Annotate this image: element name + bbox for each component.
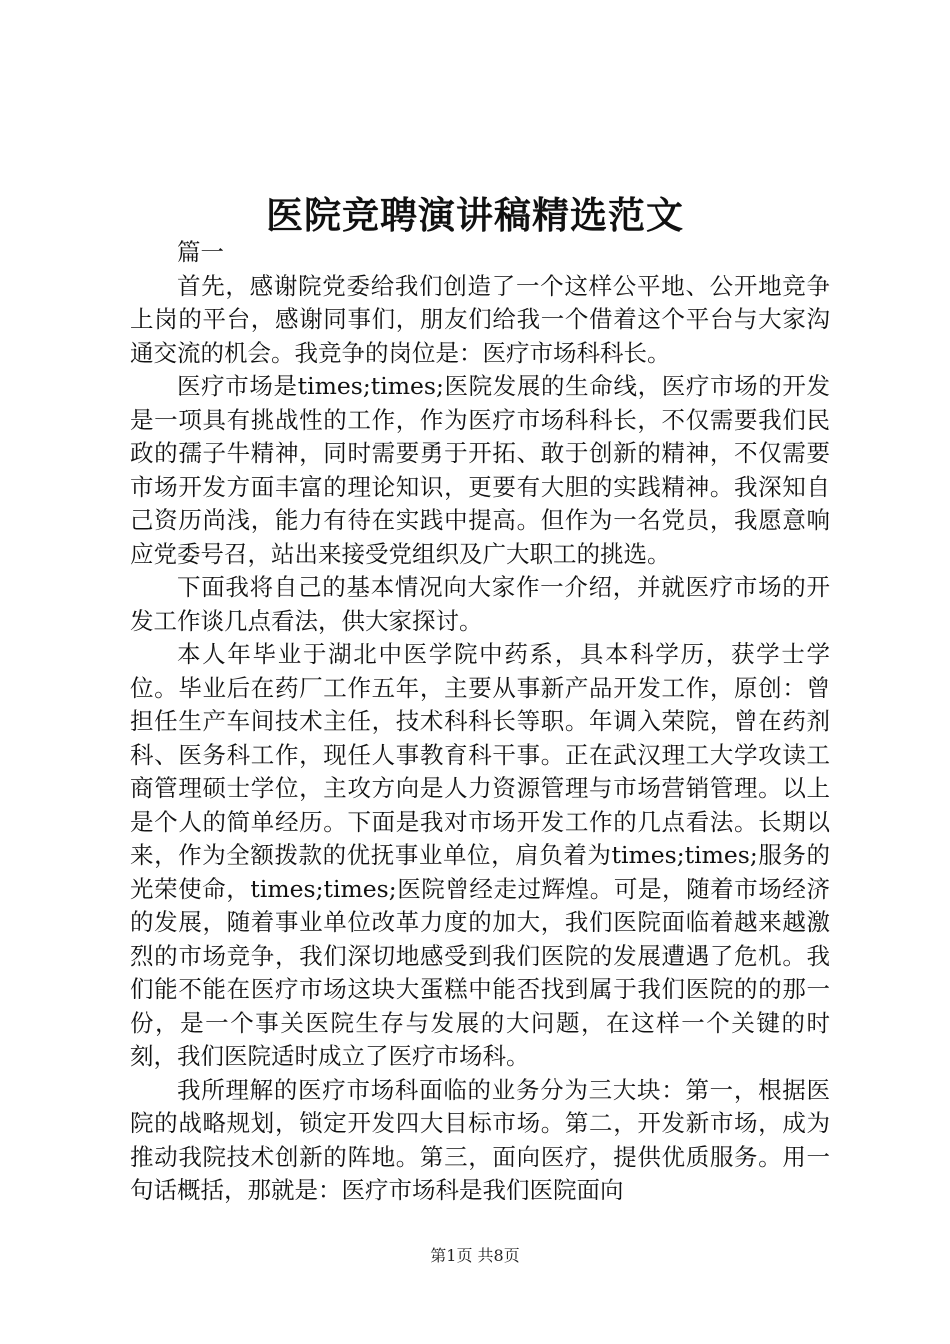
paragraph: 医疗市场是times;times;医院发展的生命线，医疗市场的开发是一项具有挑战性的工作，作为医疗市场科科长，不仅需要我们民政的孺子牛精神，同时需要勇于开拓、敢于创新的精神，不仅需要市场开发方面丰富的理论知识，更要有大胆的实践精神。我深知自己资历尚浅，能力有待在实践中提高。但作为一名党员，我愿意响应党委号召，站出来接受党组织及广大职工的挑选。 — [130, 372, 830, 568]
paragraph: 首先，感谢院党委给我们创造了一个这样公平地、公开地竞争上岗的平台，感谢同事们，朋友们给我一个借着这个平台与大家沟通交流的机会。我竞争的岗位是：医疗市场科科长。 — [130, 271, 830, 367]
document-body — [130, 236, 830, 1208]
paragraph: 下面我将自己的基本情况向大家作一介绍，并就医疗市场的开发工作谈几点看法，供大家探讨。 — [130, 573, 830, 635]
document-title: 医院竞聘演讲稿精选范文 — [266, 193, 684, 237]
paragraph: 本人年毕业于湖北中医学院中药系，具本科学历，获学士学位。毕业后在药厂工作五年，主要从事新产品开发工作，原创：曾担任生产车间技术主任，技术科科长等职。年调入荣院，曾在药剂科、医务科工作，现任人事教育科干事。正在武汉理工大学攻读工商管理硕士学位，主攻方向是人力资源管理与市场营销管理。以上是个人的简单经历。下面是我对市场开发工作的几点看法。长期以来，作为全额拨款的优抚事业单位，肩负着为times;times;服务的光荣使命，times;times;医院曾经走过辉煌。可是，随着市场经济的发展，随着事业单位改革力度的加大，我们医院面临着越来越激烈的市场竞争，我们深切地感受到我们医院的发展遭遇了危机。我们能不能在医疗市场这块大蛋糕中能否找到属于我们医院的的那一份，是一个事关医院生存与发展的大问题，在这样一个关键的时刻，我们医院适时成立了医疗市场科。 — [130, 640, 830, 1070]
paragraph-heading: 篇一 — [177, 238, 224, 266]
page-footer: 第1页 共8页 — [430, 1246, 520, 1265]
paragraph: 我所理解的医疗市场科面临的业务分为三大块：第一，根据医院的战略规划，锁定开发四大目标市场。第二，开发新市场，成为推动我院技术创新的阵地。第三，面向医疗，提供优质服务。用一句话概括，那就是：医疗市场科是我们医院面向 — [130, 1075, 830, 1204]
